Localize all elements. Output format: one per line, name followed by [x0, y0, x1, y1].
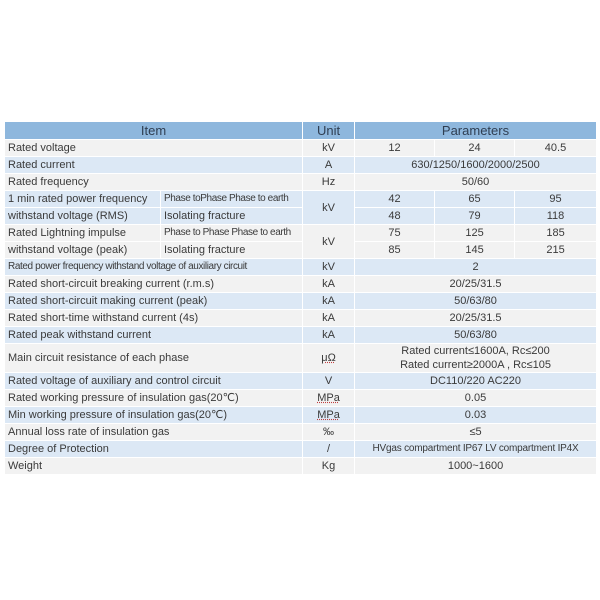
value-cell: 215 [515, 242, 597, 259]
row-sublabel: Isolating fracture [161, 242, 303, 259]
table-row [5, 140, 597, 157]
table-row [5, 174, 597, 191]
header-item: Item [5, 122, 303, 140]
table-row [5, 407, 597, 424]
value-cell: DC110/220 AC220 [355, 373, 597, 390]
row-label: Rated current [5, 157, 303, 174]
row-unit: / [303, 441, 355, 458]
value-cell: 50/63/80 [355, 293, 597, 310]
unit-text: MPa [317, 392, 340, 404]
row-label: Rated power frequency withstand voltage of auxiliary circuit [5, 259, 303, 276]
value-cell: 79 [435, 208, 515, 225]
header-unit: Unit [303, 122, 355, 140]
header-parameters: Parameters [355, 122, 597, 140]
table-row [5, 242, 597, 259]
row-unit [303, 344, 355, 373]
row-label: Min working pressure of insulation gas(20℃) [5, 407, 303, 424]
value-cell: 2 [355, 259, 597, 276]
row-label: withstand voltage (RMS) [5, 208, 161, 225]
table-row [5, 208, 597, 225]
row-sublabel: Phase to Phase Phase to earth [161, 225, 303, 242]
unit-text: μΩ [321, 352, 336, 364]
row-label: Rated frequency [5, 174, 303, 191]
value-cell: 40.5 [515, 140, 597, 157]
spec-table [4, 121, 597, 475]
header-row [5, 122, 597, 140]
resistance-line-2: Rated current≥2000A , Rc≤105 [400, 359, 551, 371]
table-row [5, 327, 597, 344]
table-row [5, 259, 597, 276]
row-unit: kA [303, 293, 355, 310]
value-cell: 20/25/31.5 [355, 276, 597, 293]
table-row [5, 373, 597, 390]
row-unit: kA [303, 276, 355, 293]
value-cell: 1000~1600 [355, 458, 597, 475]
row-label: Rated short-circuit making current (peak) [5, 293, 303, 310]
table-row [5, 344, 597, 373]
row-unit: kA [303, 327, 355, 344]
value-cell: 50/60 [355, 174, 597, 191]
row-unit: ‰ [303, 424, 355, 441]
table-row [5, 441, 597, 458]
table-row [5, 293, 597, 310]
value-cell: 145 [435, 242, 515, 259]
row-unit: Kg [303, 458, 355, 475]
row-unit: kV [303, 191, 355, 225]
row-label: Rated short-circuit breaking current (r.m.s) [5, 276, 303, 293]
value-cell: 50/63/80 [355, 327, 597, 344]
value-cell: 85 [355, 242, 435, 259]
table-row [5, 225, 597, 242]
table-row [5, 276, 597, 293]
row-sublabel: Isolating fracture [161, 208, 303, 225]
row-unit: A [303, 157, 355, 174]
value-cell: ≤5 [355, 424, 597, 441]
unit-text: MPa [317, 409, 340, 421]
row-label: Annual loss rate of insulation gas [5, 424, 303, 441]
row-label: Rated short-time withstand current (4s) [5, 310, 303, 327]
value-cell: 65 [435, 191, 515, 208]
value-cell: 20/25/31.5 [355, 310, 597, 327]
value-cell: 0.03 [355, 407, 597, 424]
row-label: Rated Lightning impulse [5, 225, 161, 242]
row-sublabel: Phase toPhase Phase to earth [161, 191, 303, 208]
table-row [5, 424, 597, 441]
row-label: Rated voltage of auxiliary and control circuit [5, 373, 303, 390]
row-label: 1 min rated power frequency [5, 191, 161, 208]
table-row [5, 390, 597, 407]
row-unit: kA [303, 310, 355, 327]
row-unit: kV [303, 140, 355, 157]
value-cell: 125 [435, 225, 515, 242]
row-label: withstand voltage (peak) [5, 242, 161, 259]
value-cell: 24 [435, 140, 515, 157]
value-cell: 0.05 [355, 390, 597, 407]
value-cell: 630/1250/1600/2000/2500 [355, 157, 597, 174]
row-unit: kV [303, 259, 355, 276]
table-row [5, 191, 597, 208]
row-label: Degree of Protection [5, 441, 303, 458]
row-unit [303, 407, 355, 424]
row-label: Rated working pressure of insulation gas(20℃) [5, 390, 303, 407]
row-label: Weight [5, 458, 303, 475]
value-cell: 75 [355, 225, 435, 242]
value-cell [355, 344, 597, 373]
table-row [5, 310, 597, 327]
resistance-line-1: Rated current≤1600A, Rc≤200 [401, 345, 550, 357]
row-label: Rated voltage [5, 140, 303, 157]
table-row [5, 157, 597, 174]
table-row [5, 458, 597, 475]
value-cell: HVgas compartment IP67 LV compartment IP4X [355, 441, 597, 458]
value-cell: 185 [515, 225, 597, 242]
value-cell: 48 [355, 208, 435, 225]
value-cell: 95 [515, 191, 597, 208]
row-label: Rated peak withstand current [5, 327, 303, 344]
value-cell: 118 [515, 208, 597, 225]
row-unit: kV [303, 225, 355, 259]
row-unit: Hz [303, 174, 355, 191]
row-unit [303, 390, 355, 407]
row-label: Main circuit resistance of each phase [5, 344, 303, 373]
row-unit: V [303, 373, 355, 390]
value-cell: 42 [355, 191, 435, 208]
value-cell: 12 [355, 140, 435, 157]
